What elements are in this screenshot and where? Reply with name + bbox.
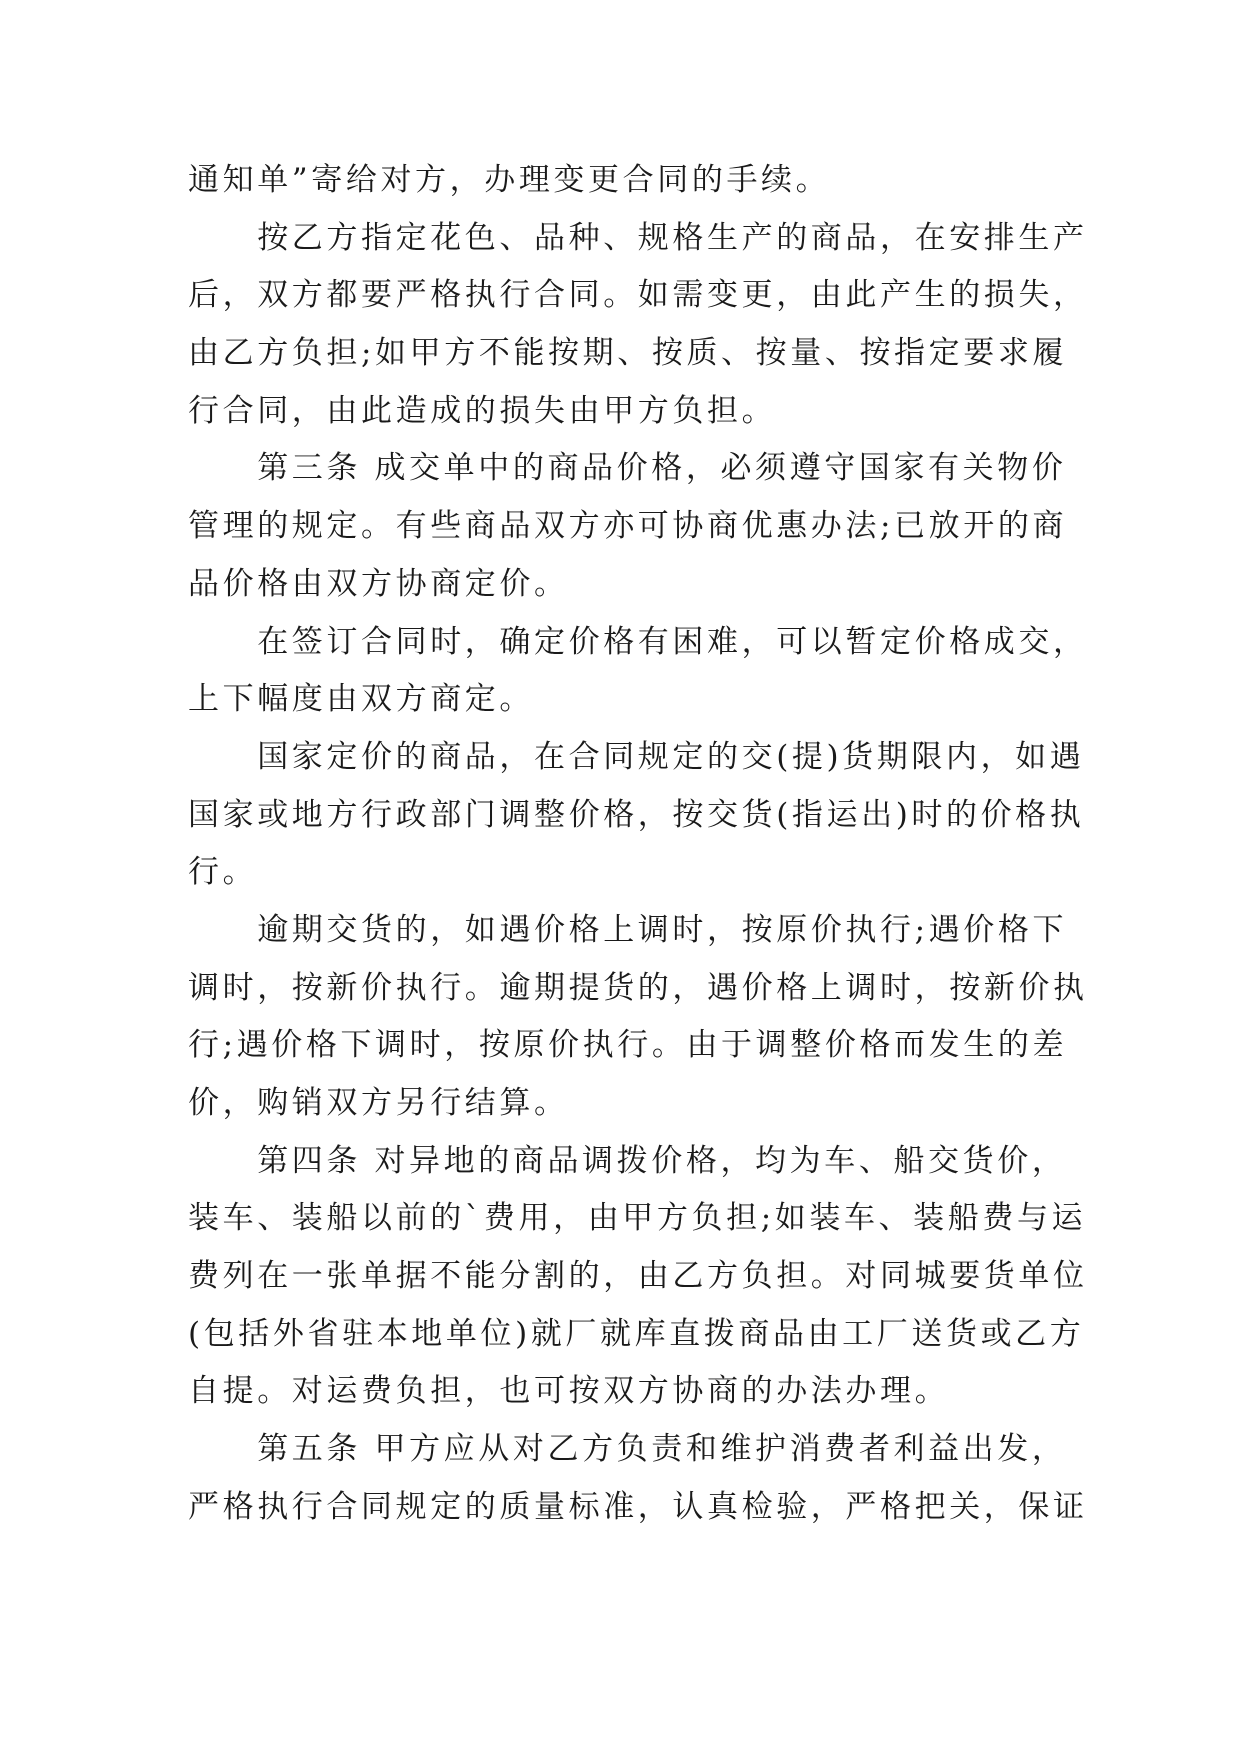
text-line: 费列在一张单据不能分割的，由乙方负担。对同城要货单位 — [188, 1258, 1088, 1295]
text-line: 行。 — [188, 854, 258, 891]
text-line: 装车、装船以前的`费用，由甲方负担;如装车、装船费与运 — [188, 1200, 1087, 1237]
document-body — [188, 152, 1088, 1537]
text-line: 严格执行合同规定的质量标准，认真检验，严格把关，保证 — [188, 1488, 1088, 1525]
text-line: 按乙方指定花色、品种、规格生产的商品，在安排生产 — [188, 219, 1088, 256]
text-line: 逾期交货的，如遇价格上调时，按原价执行;遇价格下 — [188, 911, 1068, 948]
text-line: 品价格由双方协商定价。 — [188, 565, 569, 602]
text-line: 国家定价的商品，在合同规定的交(提)货期限内，如遇 — [188, 738, 1085, 775]
text-line: 通知单”寄给对方，办理变更合同的手续。 — [188, 162, 831, 198]
text-line: 行;遇价格下调时，按原价执行。由于调整价格而发生的差 — [188, 1027, 1068, 1064]
text-line: 在签订合同时，确定价格有困难，可以暂定价格成交， — [188, 623, 1088, 660]
text-line: 管理的规定。有些商品双方亦可协商优惠办法;已放开的商 — [188, 508, 1068, 545]
text-line: 价，购销双方另行结算。 — [188, 1085, 569, 1121]
text-line: 第五条 甲方应从对乙方负责和维护消费者利益出发， — [188, 1431, 1067, 1468]
text-line: 后，双方都要严格执行合同。如需变更，由此产生的损失， — [188, 277, 1088, 314]
text-line: 行合同，由此造成的损失由甲方负担。 — [188, 392, 777, 429]
text-line: 由乙方负担;如甲方不能按期、按质、按量、按指定要求履 — [188, 335, 1068, 372]
text-line: 第三条 成交单中的商品价格，必须遵守国家有关物价 — [188, 450, 1067, 487]
text-line: (包括外省驻本地单位)就厂就库直拨商品由工厂送货或乙方 — [188, 1315, 1085, 1352]
text-line: 自提。对运费负担，也可按双方协商的办法办理。 — [188, 1373, 950, 1410]
text-line: 国家或地方行政部门调整价格，按交货(指运出)时的价格执 — [188, 796, 1085, 833]
text-line: 第四条 对异地的商品调拨价格，均为车、船交货价， — [188, 1142, 1067, 1179]
text-line: 上下幅度由双方商定。 — [188, 681, 534, 718]
text-line: 调时，按新价执行。逾期提货的，遇价格上调时，按新价执 — [188, 969, 1088, 1006]
